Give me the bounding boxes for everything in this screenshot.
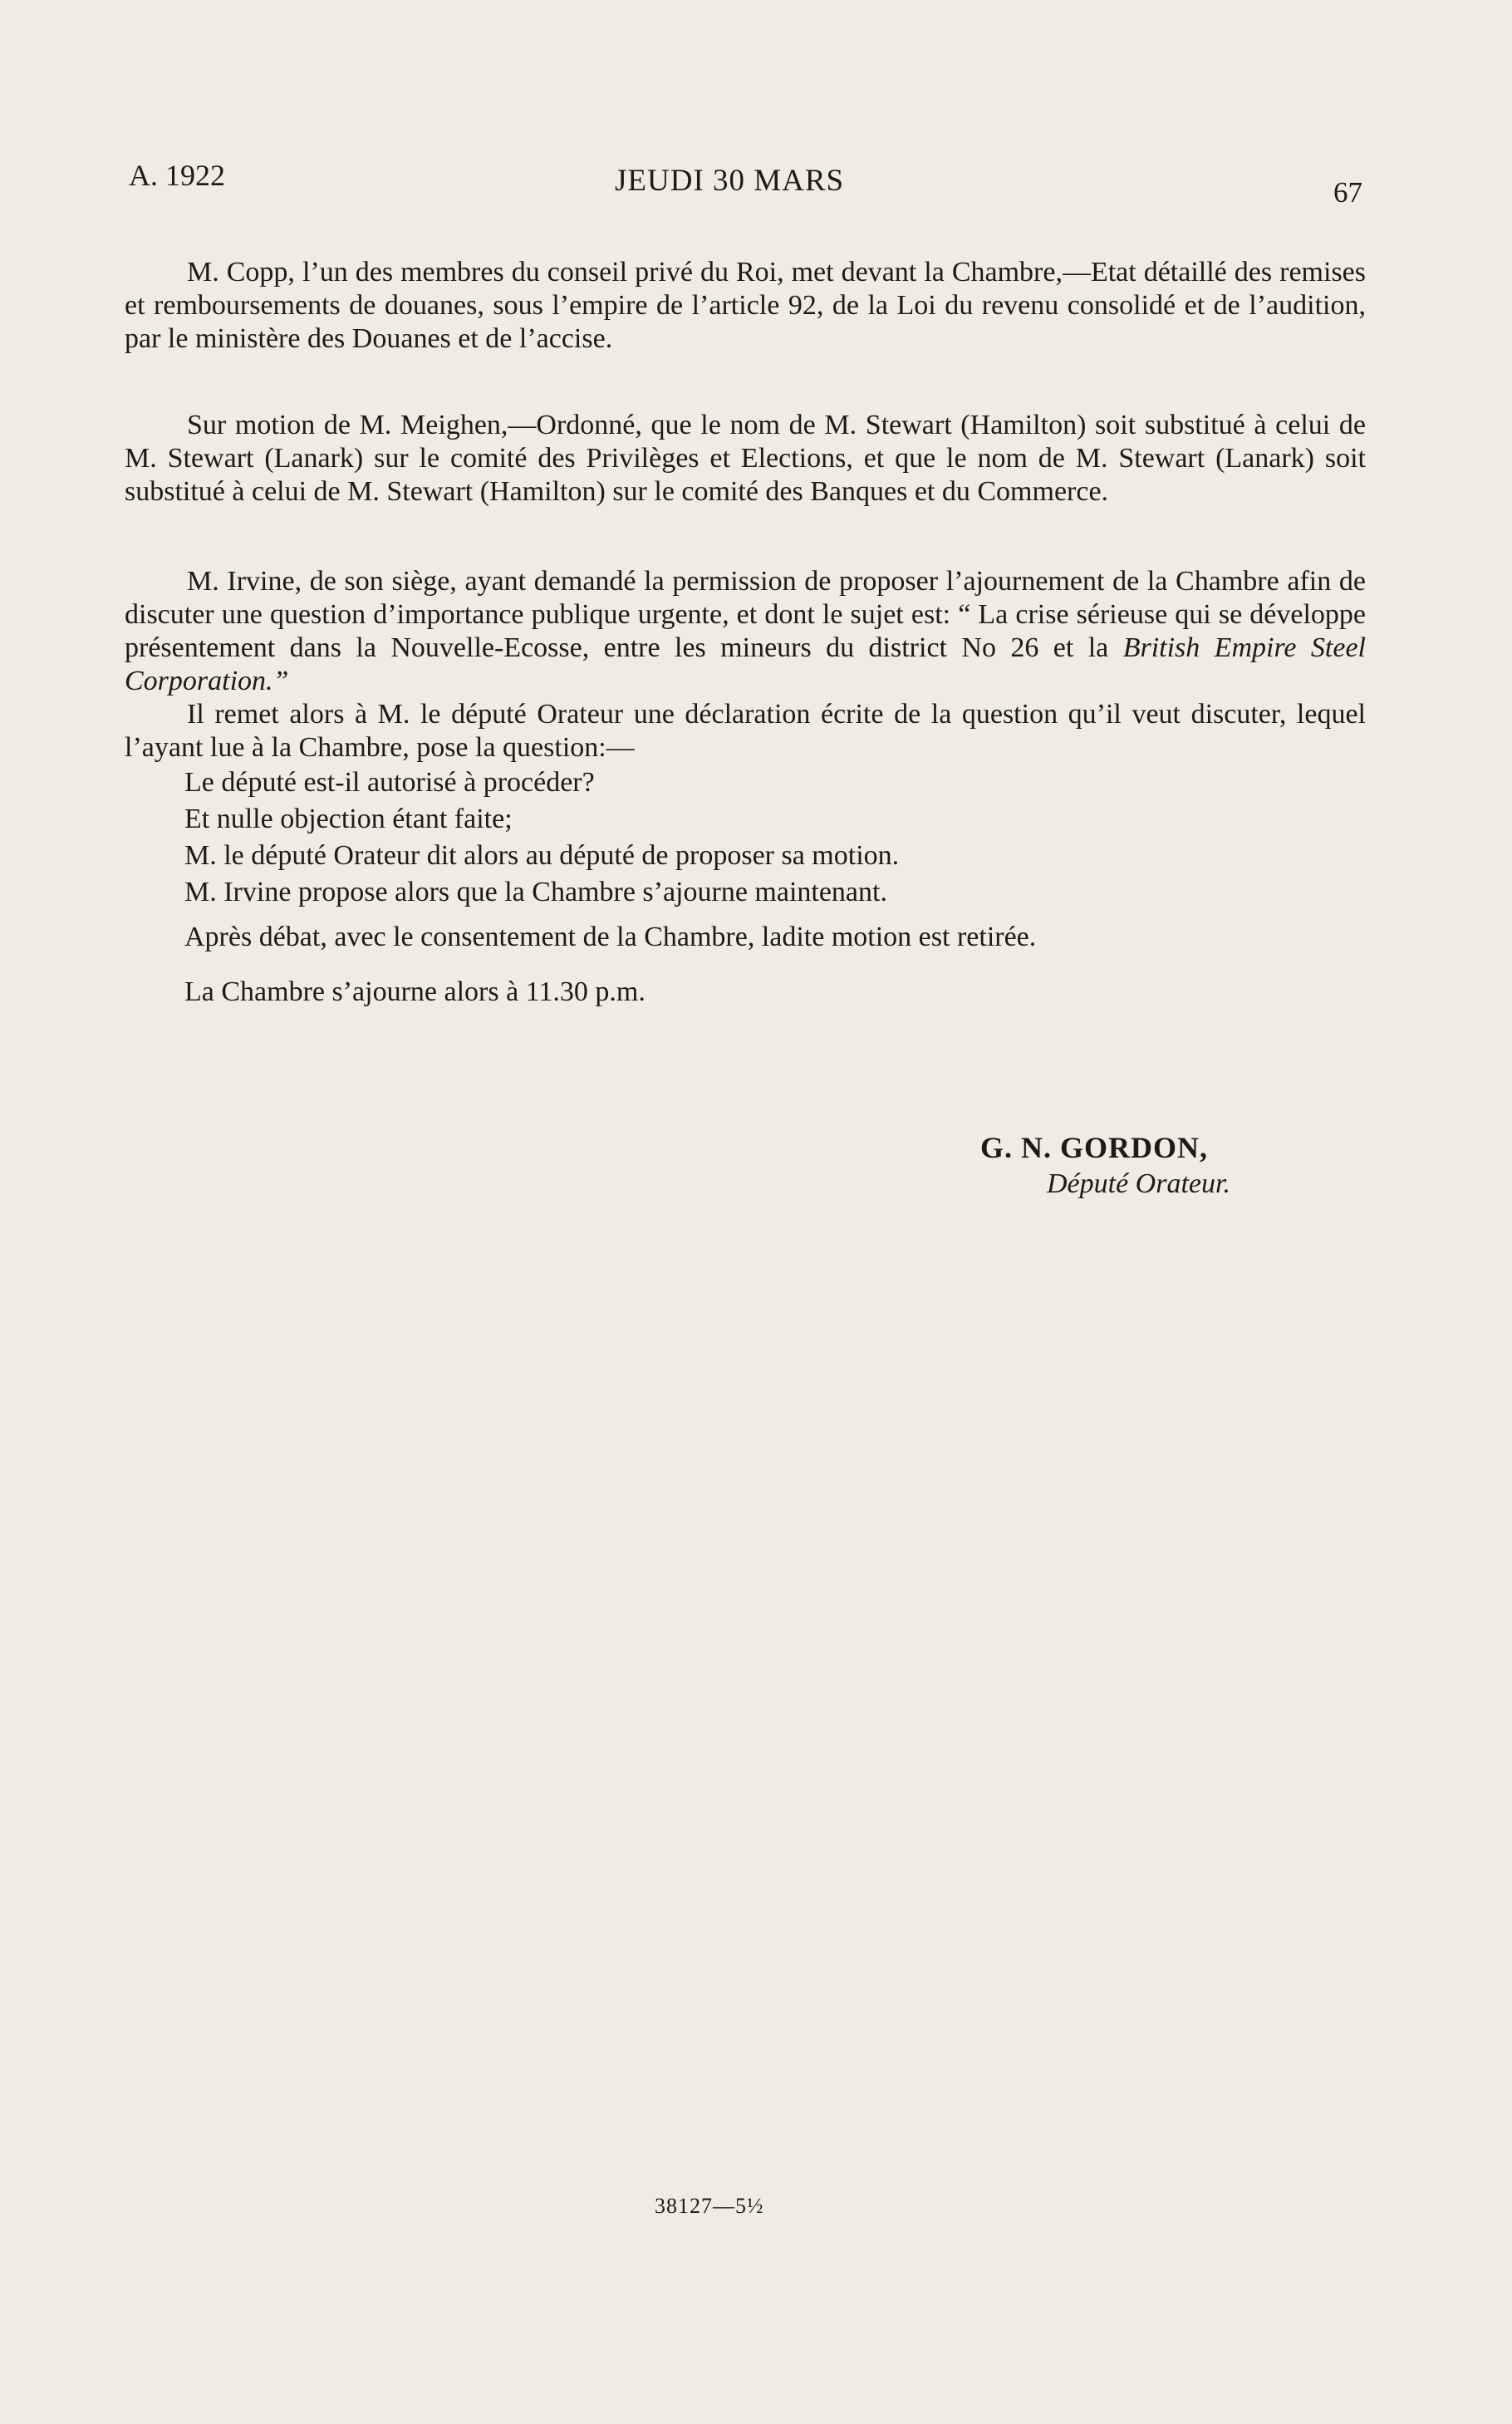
signatory-title: Député Orateur. — [1047, 1168, 1230, 1199]
line-ajourne: La Chambre s’ajourne alors à 11.30 p.m. — [184, 976, 646, 1007]
document-body — [125, 256, 1366, 1010]
line-apres-debat: Après débat, avec le consentement de la Chambre, ladite motion est retirée. — [184, 922, 1037, 952]
header-year: A. 1922 — [129, 159, 225, 192]
line-orateur-dit: M. le député Orateur dit alors au député de proposer sa motion. — [184, 840, 900, 871]
print-code: 38127—5½ — [655, 2194, 764, 2218]
line-objection: Et nulle objection étant faite; — [184, 804, 513, 834]
paragraph-copp: M. Copp, l’un des membres du conseil privé du Roi, met devant la Chambre,—Etat détaillé des remises et remboursements de douanes, sous l’empire de l’article 92, de la Loi du revenu consolidé et de l’audition, par le ministère des Douanes et de l’accise. — [125, 257, 1366, 354]
header-date: JEUDI 30 MARS — [615, 164, 845, 198]
paragraph-irvine — [125, 565, 1366, 698]
paragraph-meighen: Sur motion de M. Meighen,—Ordonné, que le nom de M. Stewart (Hamilton) soit substitué à celui de M. Stewart (Lanark) sur le comité des Privilèges et Elections, et que le nom de M. Stewart (Lanark) soit substitué à celui de M. Stewart (Hamilton) sur le comité des Banques et du Commerce. — [125, 410, 1366, 507]
page-number: 67 — [1333, 176, 1362, 209]
signature-block — [980, 1130, 1346, 1200]
paragraph-remet: Il remet alors à M. le député Orateur une déclaration écrite de la question qu’il veut discuter, lequel l’ayant lue à la Chambre, pose la question:— — [125, 699, 1366, 763]
signatory-name: G. N. GORDON, — [980, 1131, 1208, 1164]
irvine-text: M. Irvine, de son siège, ayant demandé la permission de proposer l’ajournement de la Chambre afin de discuter une question d’importance publique urgente, et dont le sujet est: “ La crise sérieuse qui se développe présentement dans la Nouvelle-Ecosse, entre les mineurs du district No 26 et la — [125, 566, 1366, 663]
running-head — [129, 158, 1362, 208]
spacer — [125, 911, 1366, 919]
irvine-corporation: British Empire Steel Corporation.” — [125, 632, 1366, 696]
spacer — [125, 956, 1366, 974]
line-irvine-propose: M. Irvine propose alors que la Chambre s’ajourne maintenant. — [184, 877, 887, 907]
line-autorise: Le député est-il autorisé à procéder? — [184, 767, 595, 798]
